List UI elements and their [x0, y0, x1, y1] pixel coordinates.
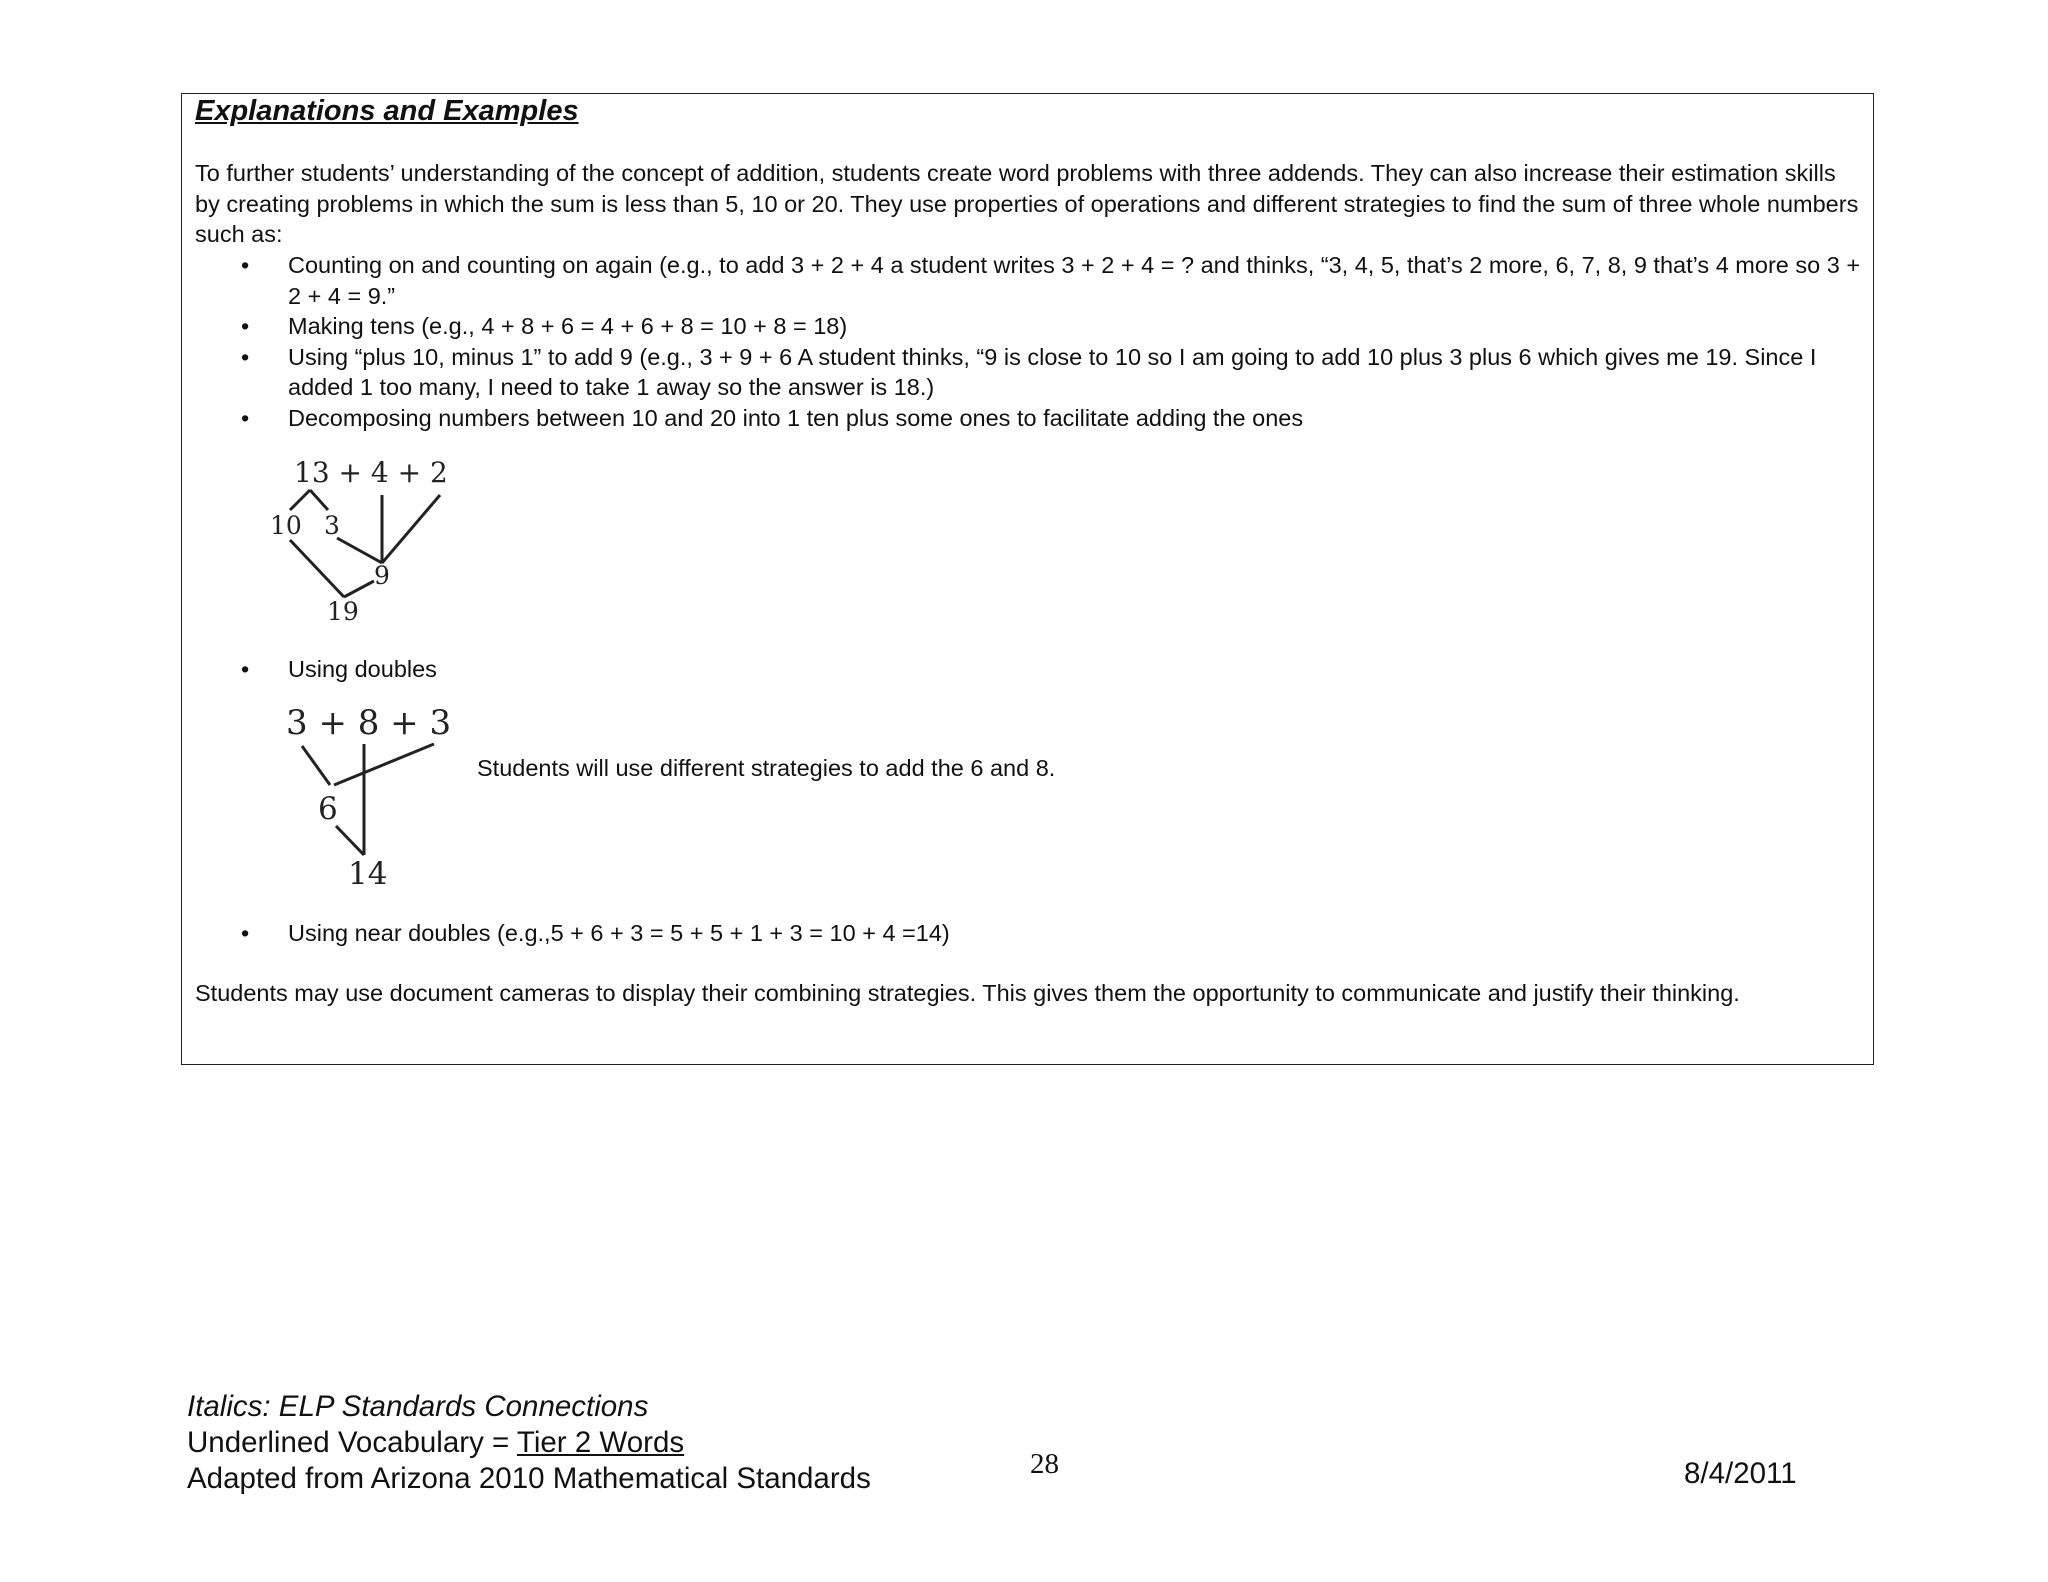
list-item — [195, 403, 1865, 434]
decompose-tree-diagram — [262, 455, 462, 635]
bullet-icon: • — [241, 920, 250, 946]
footer-underlined-prefix: Underlined Vocabulary = — [187, 1426, 517, 1459]
doubles-tree-diagram — [276, 700, 456, 900]
diagram-three: 3 — [324, 511, 340, 540]
footer-date: 8/4/2011 — [1684, 1457, 1797, 1490]
footer-adapted: Adapted from Arizona 2010 Mathematical Standards — [187, 1462, 871, 1495]
bullet-text: Using near doubles (e.g.,5 + 6 + 3 = 5 + 5 + 1 + 3 = 10 + 4 =14) — [288, 920, 950, 946]
list-item — [195, 342, 1865, 403]
intro-paragraph: To further students’ understanding of the concept of addition, students create word problems with three addends. They can also increase their estimation skills by creating problems in which the sum is less than 5, 10 or 20. They use properties of operations and different strategies to find the sum of three whole numbers such as: — [195, 160, 1859, 247]
page-number: 28 — [1030, 1448, 1059, 1480]
bullet-icon: • — [241, 404, 250, 431]
diagram-ten: 10 — [270, 511, 302, 540]
list-item — [195, 250, 1865, 311]
bullet-text: Decomposing numbers between 10 and 20 into 1 ten plus some ones to facilitate adding the ones — [288, 404, 1304, 431]
strategy-list — [195, 250, 1865, 433]
list-item — [195, 311, 1865, 342]
bullet-icon: • — [241, 252, 250, 278]
closing-paragraph: Students may use document cameras to display their combining strategies. This gives them the opportunity to communicate and justify their thinking. — [195, 980, 1740, 1006]
footer-underlined-label — [187, 1426, 684, 1460]
bullet-text: Using “plus 10, minus 1” to add 9 (e.g., 3 + 9 + 6 A student thinks, “9 is close to 10 so I am going to add 10 plus 3 plus 6 which gives me 19. Since I added 1 too many, I need to take 1 away so the answer is 18.) — [288, 343, 1817, 400]
bullet-text: Using doubles — [288, 656, 437, 682]
bullet-icon: • — [241, 656, 250, 682]
section-heading: Explanations and Examples — [195, 95, 579, 127]
bullet-text: Making tens (e.g., 4 + 8 + 6 = 4 + 6 + 8 = 10 + 8 = 18) — [288, 313, 848, 339]
diagram-total: 19 — [327, 597, 359, 626]
list-item-doubles — [195, 654, 1865, 685]
bullet-icon: • — [241, 313, 250, 339]
list-item-near-doubles — [195, 918, 1865, 949]
diagram-nine: 9 — [374, 561, 390, 590]
footer-underlined-term: Tier 2 Words — [516, 1426, 685, 1459]
diagram-note: Students will use different strategies to add the 6 and 8. — [477, 755, 1056, 781]
diagram-expression: 13 + 4 + 2 — [294, 456, 448, 489]
diagram-total: 14 — [348, 856, 388, 892]
bullet-icon: • — [241, 343, 250, 370]
diagram-lines — [290, 490, 440, 597]
diagram-expression: 3 + 8 + 3 — [286, 703, 452, 743]
bullet-text: Counting on and counting on again (e.g., to add 3 + 2 + 4 a student writes 3 + 2 + 4 = ? and thinks, “3, 4, 5, that’s 2 more, 6, 7, 8, 9 that’s 4 more so 3 + 2 + 4 = 9.” — [288, 252, 1861, 309]
diagram-double: 6 — [318, 791, 338, 827]
footer-italics-label: Italics: ELP Standards Connections — [187, 1390, 649, 1423]
